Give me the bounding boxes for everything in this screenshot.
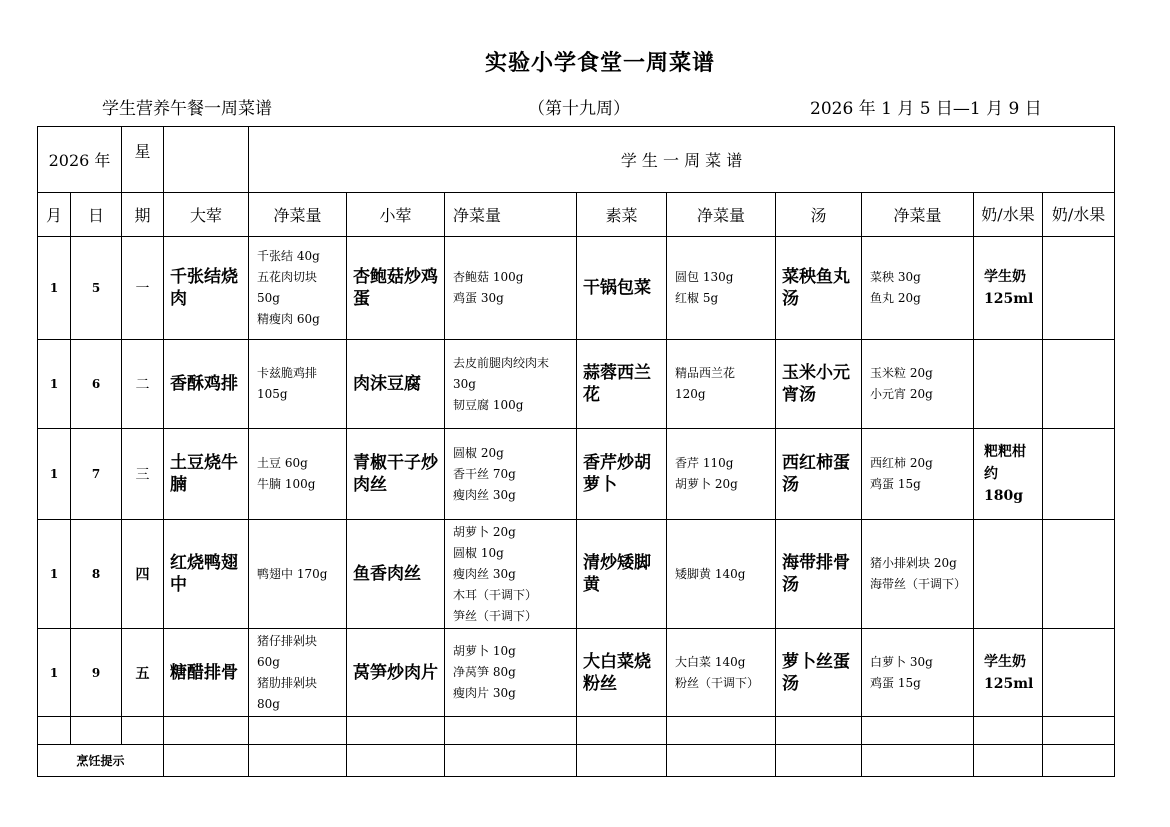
soup-ingredients [862, 520, 974, 629]
side-ingredients [445, 429, 577, 520]
month-cell: 1 [38, 237, 71, 340]
ingredient: 海带丝（干调下） [870, 577, 967, 591]
ingredient: 红椒 5g [675, 291, 719, 305]
weekday-cell: 一 [122, 237, 164, 340]
soup-ingredients [862, 429, 974, 520]
veg-ingredients [667, 429, 776, 520]
empty-row [38, 717, 1115, 745]
main-dish: 土豆烧牛腩 [164, 429, 249, 520]
main-dish: 千张结烧肉 [164, 237, 249, 340]
side-dish: 肉沫豆腐 [347, 340, 445, 429]
weekday-cell: 四 [122, 520, 164, 629]
milk-fruit-cell: 粑粑柑约180g [974, 429, 1043, 520]
ingredient: 精瘦肉 60g [257, 312, 320, 326]
side-ingredients [445, 520, 577, 629]
section-header: 学 生 一 周 菜 谱 [249, 127, 1115, 193]
ingredient: 猪小排剁块 20g [870, 556, 957, 570]
milk-fruit-cell: 学生奶 125ml [974, 629, 1043, 717]
milk-fruit-cell [974, 340, 1043, 429]
veg-dish: 香芹炒胡萝卜 [577, 429, 667, 520]
empty-cell [1043, 745, 1115, 777]
day-cell: 7 [71, 429, 122, 520]
main-ingredients [249, 237, 347, 340]
menu-table [37, 126, 1115, 777]
empty-cell [862, 717, 974, 745]
milk-fruit-header-2: 奶/水果 [1043, 193, 1115, 237]
main-ingredients [249, 629, 347, 717]
milk-fruit-cell [1043, 340, 1115, 429]
soup-dish: 西红柿蛋汤 [776, 429, 862, 520]
ingredient: 西红柿 20g [870, 456, 933, 470]
day-cell: 5 [71, 237, 122, 340]
blank-header-cell [164, 127, 249, 193]
main-ingredients [249, 429, 347, 520]
veg-dish-header: 素菜 [577, 193, 667, 237]
empty-cell [249, 717, 347, 745]
ingredient: 牛腩 100g [257, 477, 316, 491]
ingredient: 瘦肉丝 30g [453, 487, 516, 502]
ingredient: 香干丝 70g [453, 466, 516, 481]
empty-cell [71, 717, 122, 745]
main-dish-header: 大荤 [164, 193, 249, 237]
header-row-1 [38, 127, 1115, 193]
menu-row [38, 629, 1115, 717]
header-row-2 [38, 193, 1115, 237]
ingredient: 猪仔排剁块 60g [257, 633, 318, 669]
month-header: 月 [38, 193, 71, 237]
ingredient: 圆椒 20g [453, 445, 504, 460]
empty-cell [347, 745, 445, 777]
side-dish: 青椒干子炒肉丝 [347, 429, 445, 520]
cooking-tip-label: 烹饪提示 [38, 745, 164, 777]
ingredient: 鸭翅中 170g [257, 566, 328, 581]
ingredient: 净莴笋 80g [453, 665, 516, 679]
main-dish: 香酥鸡排 [164, 340, 249, 429]
soup-net-header: 净菜量 [862, 193, 974, 237]
day-header: 日 [71, 193, 122, 237]
menu-row [38, 520, 1115, 629]
veg-ingredients [667, 520, 776, 629]
ingredient: 30g [453, 376, 476, 391]
ingredient: 大白菜 140g [675, 654, 746, 669]
ingredient: 矮脚黄 140g [675, 566, 746, 581]
veg-dish: 大白菜烧粉丝 [577, 629, 667, 717]
ingredient: 精品西兰花 120g [675, 366, 736, 401]
page-title: 实验小学食堂一周菜谱 [484, 50, 715, 76]
empty-cell [347, 717, 445, 745]
side-ingredients [445, 629, 577, 717]
weekday-header-bottom: 期 [122, 193, 164, 237]
menu-row [38, 237, 1115, 340]
milk-fruit-header-1: 奶/水果 [974, 193, 1043, 237]
milk-fruit-cell [1043, 629, 1115, 717]
empty-cell [122, 717, 164, 745]
soup-dish: 玉米小元宵汤 [776, 340, 862, 429]
ingredient: 木耳（干调下） [453, 587, 538, 602]
ingredient: 卡兹脆鸡排 [257, 366, 318, 380]
empty-cell [577, 745, 667, 777]
ingredient: 千张结 40g [257, 249, 320, 263]
ingredient: 粉丝（干调下） [675, 675, 760, 690]
ingredient: 小元宵 20g [870, 387, 933, 401]
soup-header: 汤 [776, 193, 862, 237]
ingredient: 鱼丸 20g [870, 291, 921, 305]
ingredient: 鸡蛋 15g [870, 477, 921, 491]
ingredient: 杏鲍菇 100g [453, 270, 524, 284]
soup-ingredients [862, 340, 974, 429]
empty-cell [164, 717, 249, 745]
side-dish-header: 小荤 [347, 193, 445, 237]
veg-ingredients [667, 340, 776, 429]
empty-cell [38, 717, 71, 745]
main-dish: 红烧鸭翅中 [164, 520, 249, 629]
side-dish: 鱼香肉丝 [347, 520, 445, 629]
milk-fruit-cell: 学生奶 125ml [974, 237, 1043, 340]
soup-dish: 海带排骨汤 [776, 520, 862, 629]
ingredient: 香芹 110g [675, 456, 734, 470]
veg-ingredients [667, 237, 776, 340]
side-ingredients [445, 237, 577, 340]
empty-cell [776, 745, 862, 777]
month-cell: 1 [38, 429, 71, 520]
cooking-tip-row [38, 745, 1115, 777]
ingredient: 胡萝卜 10g [453, 644, 516, 658]
ingredient: 胡萝卜 20g [453, 524, 516, 539]
ingredient: 圆包 130g [675, 270, 734, 284]
ingredient: 胡萝卜 20g [675, 477, 738, 491]
milk-fruit-cell [1043, 520, 1115, 629]
empty-cell [974, 717, 1043, 745]
soup-dish: 萝卜丝蛋汤 [776, 629, 862, 717]
ingredient: 去皮前腿肉绞肉末 [453, 355, 550, 370]
empty-cell [164, 745, 249, 777]
year-header: 2026 年 [38, 127, 122, 193]
subtitle-left: 学生营养午餐一周菜谱 [102, 99, 272, 119]
ingredient: 鸡蛋 30g [453, 291, 504, 305]
ingredient: 猪肋排剁块 80g [257, 675, 318, 711]
ingredient: 笋丝（干调下） [453, 608, 538, 623]
ingredient: 玉米粒 20g [870, 366, 933, 380]
menu-row [38, 429, 1115, 520]
veg-dish: 干锅包菜 [577, 237, 667, 340]
ingredient: 瘦肉片 30g [453, 686, 516, 700]
milk-fruit-cell [974, 520, 1043, 629]
month-cell: 1 [38, 340, 71, 429]
weekday-cell: 三 [122, 429, 164, 520]
ingredient: 白萝卜 30g [870, 654, 933, 669]
empty-cell [445, 717, 577, 745]
weekday-header-top: 星 [122, 127, 164, 193]
empty-cell [249, 745, 347, 777]
main-net-header: 净菜量 [249, 193, 347, 237]
ingredient: 圆椒 10g [453, 545, 504, 560]
empty-cell [667, 717, 776, 745]
ingredient: 五花肉切块 50g [257, 270, 318, 305]
ingredient: 105g [257, 387, 288, 401]
empty-cell [445, 745, 577, 777]
empty-cell [974, 745, 1043, 777]
ingredient: 瘦肉丝 30g [453, 566, 516, 581]
empty-cell [667, 745, 776, 777]
side-dish: 莴笋炒肉片 [347, 629, 445, 717]
veg-dish: 清炒矮脚黄 [577, 520, 667, 629]
day-cell: 9 [71, 629, 122, 717]
soup-ingredients [862, 237, 974, 340]
menu-row [38, 340, 1115, 429]
soup-dish: 菜秧鱼丸汤 [776, 237, 862, 340]
ingredient: 土豆 60g [257, 456, 308, 470]
side-net-header: 净菜量 [445, 193, 577, 237]
empty-cell [577, 717, 667, 745]
veg-net-header: 净菜量 [667, 193, 776, 237]
main-ingredients [249, 520, 347, 629]
ingredient: 韧豆腐 100g [453, 397, 524, 412]
month-cell: 1 [38, 520, 71, 629]
main-dish: 糖醋排骨 [164, 629, 249, 717]
veg-ingredients [667, 629, 776, 717]
side-dish: 杏鲍菇炒鸡蛋 [347, 237, 445, 340]
day-cell: 8 [71, 520, 122, 629]
milk-fruit-cell [1043, 429, 1115, 520]
weekday-cell: 二 [122, 340, 164, 429]
week-number: （第十九周） [528, 99, 630, 119]
weekday-cell: 五 [122, 629, 164, 717]
ingredient: 菜秧 30g [870, 270, 921, 284]
day-cell: 6 [71, 340, 122, 429]
veg-dish: 蒜蓉西兰花 [577, 340, 667, 429]
ingredient: 鸡蛋 15g [870, 675, 921, 690]
empty-cell [862, 745, 974, 777]
empty-cell [1043, 717, 1115, 745]
side-ingredients [445, 340, 577, 429]
empty-cell [776, 717, 862, 745]
soup-ingredients [862, 629, 974, 717]
date-range: 2026 年 1 月 5 日—1 月 9 日 [810, 99, 1042, 119]
month-cell: 1 [38, 629, 71, 717]
main-ingredients [249, 340, 347, 429]
milk-fruit-cell [1043, 237, 1115, 340]
